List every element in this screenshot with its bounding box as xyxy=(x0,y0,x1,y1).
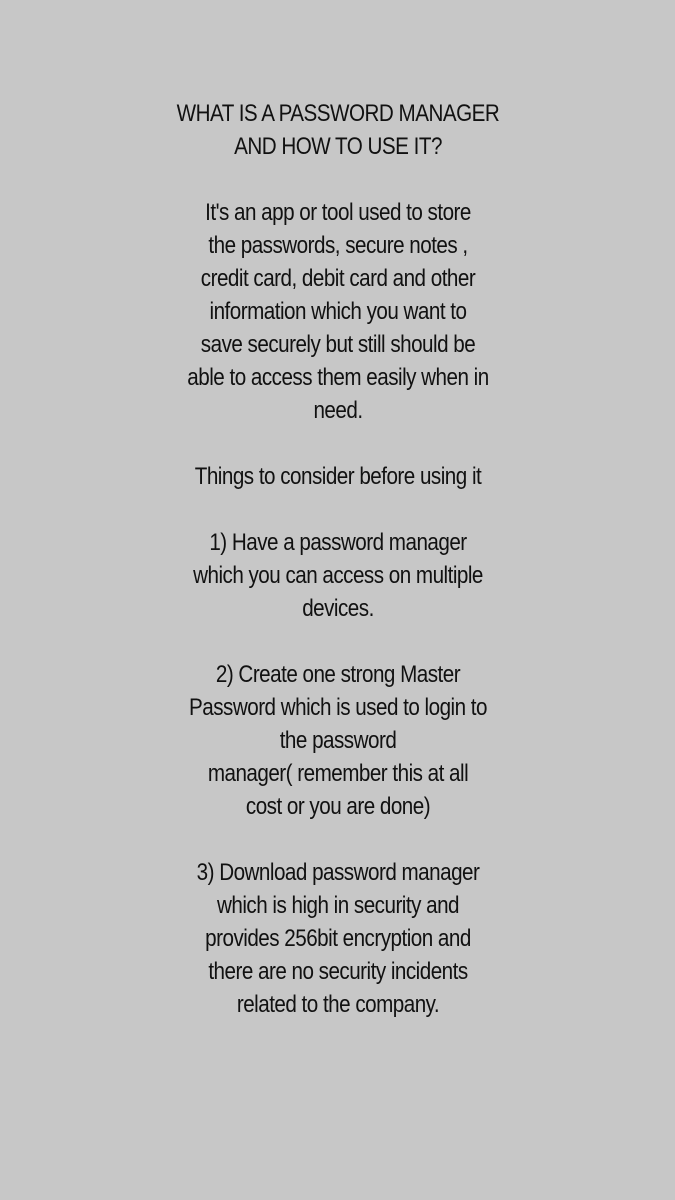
consider-heading xyxy=(175,460,502,493)
definition-line: It's an app or tool used to store xyxy=(205,199,471,226)
definition-line: save securely but still should be xyxy=(200,331,476,358)
point-3-line: provides 256bit encryption and xyxy=(205,925,471,952)
point-1-line: devices. xyxy=(302,595,374,622)
spacer xyxy=(175,163,502,196)
story-title xyxy=(175,97,502,163)
point-2-line: cost or you are done) xyxy=(245,793,431,820)
consider-heading-line: Things to consider before using it xyxy=(194,463,482,490)
spacer xyxy=(175,427,502,460)
point-3-line: which is high in security and xyxy=(216,892,460,919)
point-2-line: the password xyxy=(279,727,397,754)
definition-paragraph xyxy=(175,196,502,427)
story-text-block xyxy=(175,97,502,1021)
point-2-line: manager( remember this at all xyxy=(207,760,469,787)
point-3 xyxy=(175,856,502,1021)
point-2-line: Password which is used to login to xyxy=(189,694,487,721)
title-line-2: AND HOW TO USE IT? xyxy=(234,133,442,160)
definition-line: need. xyxy=(313,397,363,424)
point-1 xyxy=(175,526,502,625)
definition-line: the passwords, secure notes , xyxy=(208,232,468,259)
spacer xyxy=(175,823,502,856)
point-1-line: 1) Have a password manager xyxy=(209,529,467,556)
definition-line: information which you want to xyxy=(209,298,467,325)
point-3-line: there are no security incidents xyxy=(208,958,468,985)
point-2 xyxy=(175,658,502,823)
point-3-line: related to the company. xyxy=(236,991,440,1018)
spacer xyxy=(175,493,502,526)
title-line-1: WHAT IS A PASSWORD MANAGER xyxy=(176,100,500,127)
definition-line: able to access them easily when in xyxy=(187,364,489,391)
point-1-line: which you can access on multiple xyxy=(193,562,483,589)
point-2-line: 2) Create one strong Master xyxy=(215,661,461,688)
spacer xyxy=(175,625,502,658)
definition-line: credit card, debit card and other xyxy=(200,265,476,292)
point-3-line: 3) Download password manager xyxy=(196,859,480,886)
